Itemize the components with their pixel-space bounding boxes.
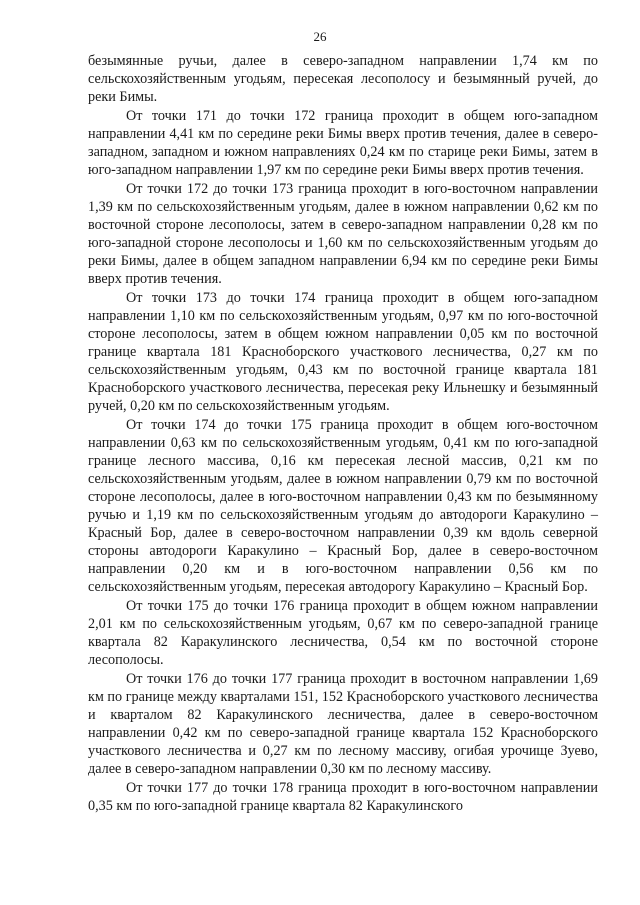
paragraph-point-174-175: От точки 174 до точки 175 граница проходит в общем юго-восточном направлении 0,63 км по сельскохозяйственным угодьям, 0,41 км по юго-западной границе лесного массива, 0,16 км пересекая лесной массив, 0,21 км по сельскохозяйственным угодьям, далее в южном направлении 0,79 км по восточной стороне лесополосы, далее в юго-восточном направлении 0,43 км по безымянному ручью и 1,19 км по сельскохозяйственным угодьям до автодороги Каракулино – Красный Бор, далее в северо-восточном направлении 0,39 км вдоль северной стороны автодороги Каракулино – Красный Бор, далее в северо-восточном направлении 0,20 км и в юго-восточном направлении 0,56 км по сельскохозяйственным угодьям, пересекая автодорогу Каракулино – Красный Бор. xyxy=(88,417,598,595)
paragraph-continuation: безымянные ручьи, далее в северо-западном направлении 1,74 км по сельскохозяйственным угодьям, пересекая лесополосу и безымянный ручей, до реки Бимы. xyxy=(88,53,598,105)
paragraph-point-172-173: От точки 172 до точки 173 граница проходит в юго-восточном направлении 1,39 км по сельскохозяйственным угодьям, далее в южном направлении 0,62 км по восточной стороне лесополосы, затем в северо-западном направлении 0,28 км по юго-западной стороне лесополосы и 1,60 км по сельскохозяйственным угодьям до реки Бимы, далее в общем западном направлении 6,94 км по середине реки Бимы вверх против течения. xyxy=(88,181,598,287)
document-body xyxy=(88,52,598,815)
paragraph-point-177-178: От точки 177 до точки 178 граница проходит в юго-восточном направлении 0,35 км по юго-западной границе квартала 82 Каракулинского xyxy=(88,780,598,814)
page-number: 26 xyxy=(313,29,327,44)
paragraph-point-171-172: От точки 171 до точки 172 граница проходит в общем юго-западном направлении 4,41 км по середине реки Бимы вверх против течения, далее в северо-западном, западном и южном направлениях 0,24 км по старице реки Бимы, затем в юго-западном направлении 1,97 км по середине реки Бимы вверх против течения. xyxy=(88,108,598,178)
paragraph-point-175-176: От точки 175 до точки 176 граница проходит в общем южном направлении 2,01 км по сельскохозяйственным угодьям, 0,67 км по северо-западной границе квартала 82 Каракулинского лесничества, 0,54 км по восточной стороне лесополосы. xyxy=(88,598,598,668)
paragraph-point-173-174: От точки 173 до точки 174 граница проходит в общем юго-западном направлении 1,10 км по сельскохозяйственным угодьям, 0,97 км по юго-восточной стороне лесополосы, затем в общем южном направлении 0,05 км по восточной границе квартала 181 Красноборского участкового лесничества, 0,27 км по сельскохозяйственным угодьям, 0,43 км по восточной границе квартала 181 Красноборского участкового лесничества, пересекая реку Ильнешку и безымянный ручей, 0,20 км по сельскохозяйственным угодьям. xyxy=(88,290,598,414)
paragraph-point-176-177: От точки 176 до точки 177 граница проходит в восточном направлении 1,69 км по границе между кварталами 151, 152 Красноборского участкового лесничества и кварталом 82 Каракулинского лесничества, далее в северо-восточном направлении 0,42 км по северо-западной границе квартала 152 Красноборского участкового лесничества и 0,27 км по лесному массиву, огибая урочище Зуево, далее в северо-западном направлении 0,30 км по лесному массиву. xyxy=(88,671,598,777)
